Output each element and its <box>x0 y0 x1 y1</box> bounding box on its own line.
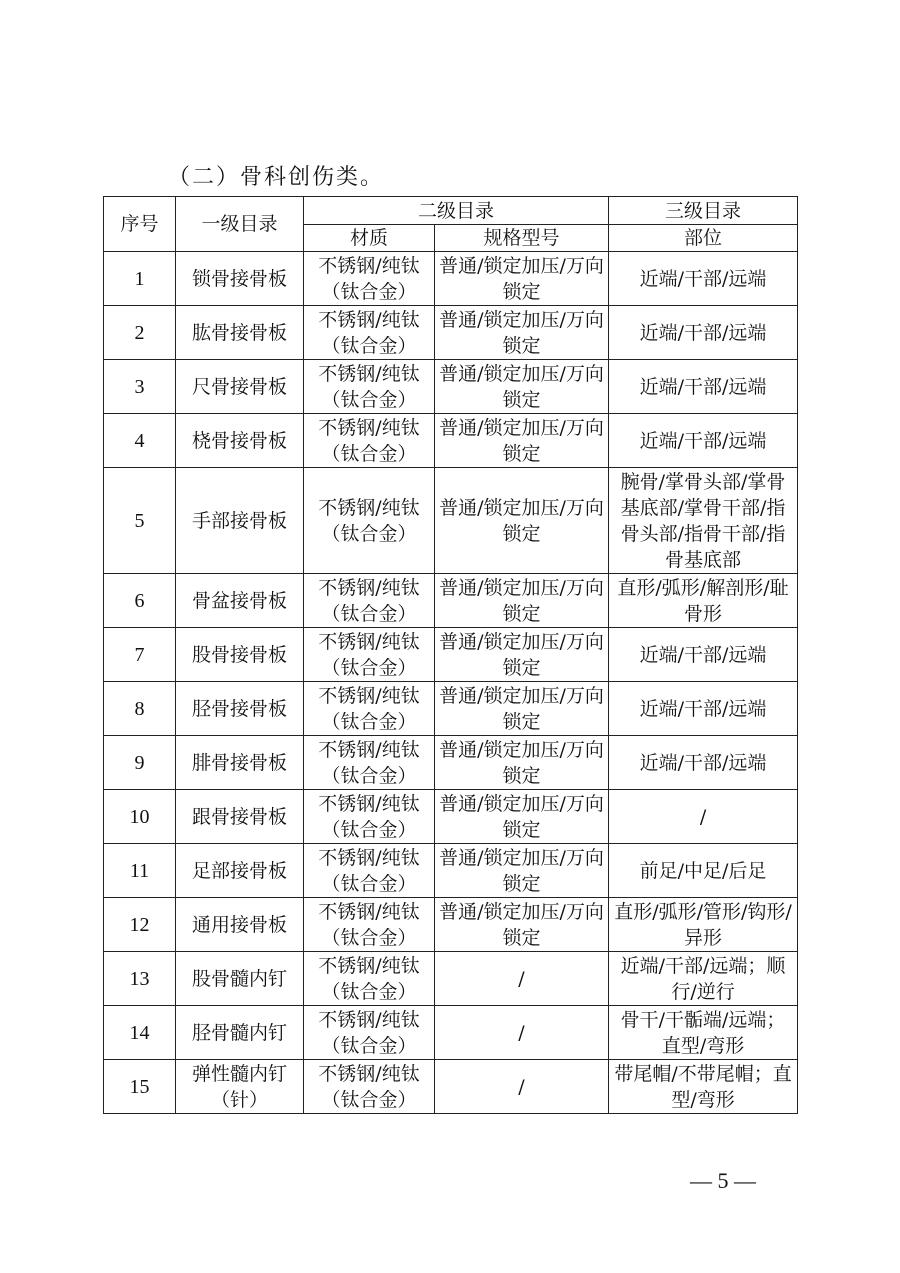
row-name: 锁骨接骨板 <box>176 252 304 306</box>
row-material: 不锈钢/纯钛（钛合金） <box>304 898 435 952</box>
row-material: 不锈钢/纯钛（钛合金） <box>304 736 435 790</box>
row-part: 近端/干部/远端 <box>609 252 798 306</box>
row-number: 4 <box>104 414 176 468</box>
row-spec: 普通/锁定加压/万向锁定 <box>435 628 609 682</box>
table-row <box>104 736 798 790</box>
table-row <box>104 1060 798 1114</box>
table-row <box>104 252 798 306</box>
header-level1: 一级目录 <box>176 197 304 252</box>
row-name: 股骨髓内钉 <box>176 952 304 1006</box>
row-spec: 普通/锁定加压/万向锁定 <box>435 468 609 574</box>
row-name: 桡骨接骨板 <box>176 414 304 468</box>
row-spec: 普通/锁定加压/万向锁定 <box>435 682 609 736</box>
row-material: 不锈钢/纯钛（钛合金） <box>304 360 435 414</box>
row-part: 腕骨/掌骨头部/掌骨基底部/掌骨干部/指骨头部/指骨干部/指骨基底部 <box>609 468 798 574</box>
row-part: 近端/干部/远端 <box>609 414 798 468</box>
table-row <box>104 1006 798 1060</box>
table-row <box>104 468 798 574</box>
row-name: 肱骨接骨板 <box>176 306 304 360</box>
row-material: 不锈钢/纯钛（钛合金） <box>304 1060 435 1114</box>
row-spec: / <box>435 952 609 1006</box>
header-level3: 三级目录 <box>609 197 798 225</box>
row-name: 股骨接骨板 <box>176 628 304 682</box>
header-level2: 二级目录 <box>304 197 609 225</box>
row-part: 骨干/干骺端/远端；直型/弯形 <box>609 1006 798 1060</box>
table-row <box>104 790 798 844</box>
orthopedic-trauma-catalog-table <box>103 196 798 1114</box>
row-part: 带尾帽/不带尾帽；直型/弯形 <box>609 1060 798 1114</box>
row-name: 足部接骨板 <box>176 844 304 898</box>
header-spec: 规格型号 <box>435 225 609 252</box>
row-part: 近端/干部/远端 <box>609 682 798 736</box>
table-row <box>104 414 798 468</box>
row-number: 14 <box>104 1006 176 1060</box>
row-number: 10 <box>104 790 176 844</box>
row-spec: 普通/锁定加压/万向锁定 <box>435 844 609 898</box>
row-name: 胫骨髓内钉 <box>176 1006 304 1060</box>
row-part: 近端/干部/远端；顺行/逆行 <box>609 952 798 1006</box>
row-number: 8 <box>104 682 176 736</box>
row-number: 13 <box>104 952 176 1006</box>
row-material: 不锈钢/纯钛（钛合金） <box>304 844 435 898</box>
row-spec: 普通/锁定加压/万向锁定 <box>435 252 609 306</box>
row-spec: / <box>435 1060 609 1114</box>
row-number: 5 <box>104 468 176 574</box>
row-spec: 普通/锁定加压/万向锁定 <box>435 360 609 414</box>
row-number: 1 <box>104 252 176 306</box>
row-name: 尺骨接骨板 <box>176 360 304 414</box>
row-name: 手部接骨板 <box>176 468 304 574</box>
row-number: 15 <box>104 1060 176 1114</box>
row-spec: 普通/锁定加压/万向锁定 <box>435 414 609 468</box>
row-part: 直形/弧形/管形/钩形/异形 <box>609 898 798 952</box>
row-spec: 普通/锁定加压/万向锁定 <box>435 898 609 952</box>
table-row <box>104 628 798 682</box>
row-number: 11 <box>104 844 176 898</box>
row-part: 近端/干部/远端 <box>609 360 798 414</box>
row-number: 3 <box>104 360 176 414</box>
row-name: 骨盆接骨板 <box>176 574 304 628</box>
row-spec: 普通/锁定加压/万向锁定 <box>435 306 609 360</box>
page-number: — 5 — <box>690 1168 756 1193</box>
table-row <box>104 844 798 898</box>
row-part: 近端/干部/远端 <box>609 736 798 790</box>
table-row <box>104 682 798 736</box>
row-name: 通用接骨板 <box>176 898 304 952</box>
row-spec: 普通/锁定加压/万向锁定 <box>435 736 609 790</box>
row-name: 跟骨接骨板 <box>176 790 304 844</box>
row-material: 不锈钢/纯钛（钛合金） <box>304 252 435 306</box>
row-spec: 普通/锁定加压/万向锁定 <box>435 790 609 844</box>
row-number: 9 <box>104 736 176 790</box>
table-row <box>104 360 798 414</box>
row-material: 不锈钢/纯钛（钛合金） <box>304 414 435 468</box>
row-material: 不锈钢/纯钛（钛合金） <box>304 574 435 628</box>
row-material: 不锈钢/纯钛（钛合金） <box>304 682 435 736</box>
row-material: 不锈钢/纯钛（钛合金） <box>304 1006 435 1060</box>
row-material: 不锈钢/纯钛（钛合金） <box>304 468 435 574</box>
table-row <box>104 952 798 1006</box>
header-material: 材质 <box>304 225 435 252</box>
header-seq: 序号 <box>104 197 176 252</box>
row-spec: 普通/锁定加压/万向锁定 <box>435 574 609 628</box>
row-number: 6 <box>104 574 176 628</box>
row-material: 不锈钢/纯钛（钛合金） <box>304 306 435 360</box>
row-spec: / <box>435 1006 609 1060</box>
row-material: 不锈钢/纯钛（钛合金） <box>304 790 435 844</box>
row-part: 近端/干部/远端 <box>609 628 798 682</box>
row-number: 7 <box>104 628 176 682</box>
row-part: 前足/中足/后足 <box>609 844 798 898</box>
row-material: 不锈钢/纯钛（钛合金） <box>304 952 435 1006</box>
row-number: 12 <box>104 898 176 952</box>
header-part: 部位 <box>609 225 798 252</box>
table-header-row <box>104 197 798 225</box>
row-material: 不锈钢/纯钛（钛合金） <box>304 628 435 682</box>
section-title: （二）骨科创伤类。 <box>168 165 385 190</box>
row-part: / <box>609 790 798 844</box>
row-number: 2 <box>104 306 176 360</box>
row-name: 弹性髓内钉（针） <box>176 1060 304 1114</box>
row-part: 直形/弧形/解剖形/耻骨形 <box>609 574 798 628</box>
table-row <box>104 574 798 628</box>
row-name: 胫骨接骨板 <box>176 682 304 736</box>
row-name: 腓骨接骨板 <box>176 736 304 790</box>
table-row <box>104 306 798 360</box>
row-part: 近端/干部/远端 <box>609 306 798 360</box>
table-row <box>104 898 798 952</box>
